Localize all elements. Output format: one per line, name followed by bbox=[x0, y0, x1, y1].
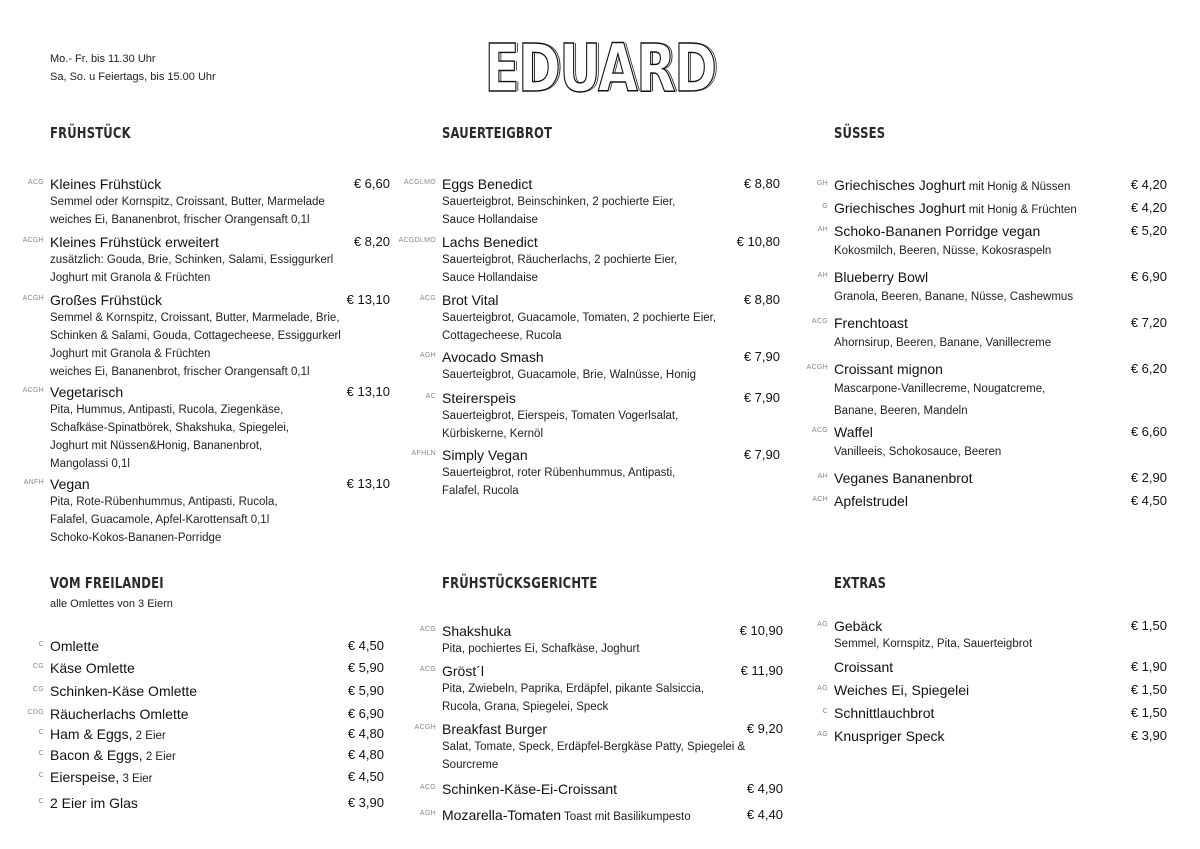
menu-item bbox=[27, 175, 390, 229]
allergen-code: AGH bbox=[419, 352, 436, 359]
item-name: Veganes Bananenbrot bbox=[834, 470, 973, 486]
item-price: € 1,50 bbox=[1130, 618, 1167, 633]
item-name: Bacon & Eggs, 2 Eier bbox=[50, 747, 176, 763]
hours-weekend: Sa, So. u Feiertags, bis 15.00 Uhr bbox=[50, 71, 216, 83]
section-title-gerichte: FRÜHSTÜCKSGERICHTE bbox=[442, 574, 598, 592]
item-price: € 6,60 bbox=[1130, 424, 1167, 439]
item-description: Semmel oder Kornspitz, Croissant, Butter, Marmelade bbox=[50, 196, 325, 208]
menu-item bbox=[32, 682, 384, 700]
item-description: Pita, Hummus, Antipasti, Rucola, Ziegenkäse, bbox=[50, 404, 284, 416]
menu-item bbox=[38, 725, 384, 745]
allergen-code: ANFH bbox=[23, 479, 44, 486]
menu-item bbox=[812, 492, 1167, 510]
allergen-code: C bbox=[38, 729, 44, 736]
item-description: Cottagecheese, Rucola bbox=[442, 330, 562, 342]
item-name: Omlette bbox=[50, 638, 100, 654]
menu-item bbox=[811, 314, 1167, 354]
item-description: Falafel, Rucola bbox=[442, 485, 519, 497]
item-name: Simply Vegan bbox=[442, 447, 528, 463]
hours-weekday: Mo.- Fr. bis 11.30 Uhr bbox=[50, 53, 156, 65]
allergen-code: C bbox=[822, 708, 828, 715]
item-price: € 7,90 bbox=[743, 349, 780, 364]
item-name: Großes Frühstück bbox=[50, 292, 163, 308]
menu-item bbox=[419, 662, 783, 716]
allergen-code: ACG bbox=[419, 666, 436, 673]
item-price: € 6,20 bbox=[1130, 361, 1167, 376]
item-price: € 4,50 bbox=[1130, 493, 1167, 508]
item-name: Kleines Frühstück erweitert bbox=[50, 234, 219, 250]
menu-item bbox=[398, 233, 780, 287]
section-title-freilandei: VOM FREILANDEI bbox=[50, 574, 164, 592]
item-name: Schinken-Käse-Ei-Croissant bbox=[442, 781, 618, 797]
menu-item bbox=[811, 423, 1167, 463]
section-title-fruehstueck: FRÜHSTÜCK bbox=[50, 124, 131, 142]
menu-item bbox=[27, 705, 384, 723]
allergen-code: AG bbox=[817, 731, 828, 738]
item-description: Joghurt mit Granola & Früchten bbox=[50, 348, 211, 360]
item-description: Banane, Beeren, Mandeln bbox=[834, 405, 968, 417]
item-name: Frenchtoast bbox=[834, 315, 908, 331]
item-name-note: mit Honig & Früchten bbox=[965, 204, 1077, 216]
item-description: Kokosmilch, Beeren, Nüsse, Kokosraspeln bbox=[834, 245, 1052, 257]
menu-item bbox=[23, 475, 390, 547]
item-description: weiches Ei, Bananenbrot, frischer Orangensaft 0,1l bbox=[50, 214, 310, 226]
allergen-code: ACGH bbox=[22, 295, 44, 302]
menu-item bbox=[419, 348, 780, 384]
allergen-code: ACGLMO bbox=[403, 179, 436, 186]
menu-item bbox=[38, 746, 384, 766]
item-price: € 11,90 bbox=[740, 663, 783, 678]
item-description: Pita, Zwiebeln, Paprika, Erdäpfel, pikante Salsiccia, bbox=[442, 683, 705, 695]
brand-logo: EDUARD bbox=[484, 30, 716, 107]
allergen-code: AH bbox=[817, 272, 828, 279]
item-name: Kleines Frühstück bbox=[50, 176, 162, 192]
item-description: Sauerteigbrot, Eierspeis, Tomaten Vogerlsalat, bbox=[442, 410, 679, 422]
item-name: Eierspeise, 3 Eier bbox=[50, 769, 153, 785]
menu-item bbox=[817, 469, 1167, 487]
item-name: Avocado Smash bbox=[442, 349, 544, 365]
allergen-code: ACG bbox=[811, 427, 828, 434]
item-description: Sauerteigbrot, roter Rübenhummus, Antipasti, bbox=[442, 467, 676, 479]
item-name-note: 2 Eier bbox=[132, 730, 166, 742]
item-name: Breakfast Burger bbox=[442, 721, 548, 737]
menu-item bbox=[22, 291, 390, 381]
allergen-code: ACGH bbox=[414, 724, 436, 731]
menu-item bbox=[817, 617, 1167, 653]
allergen-code: ACG bbox=[811, 318, 828, 325]
item-price: € 3,90 bbox=[1130, 728, 1167, 743]
item-price: € 8,20 bbox=[353, 234, 390, 249]
item-name: Schoko-Bananen Porridge vegan bbox=[834, 223, 1041, 239]
item-name: Brot Vital bbox=[442, 292, 499, 308]
allergen-code: ACGH bbox=[806, 364, 828, 371]
menu-item bbox=[817, 268, 1167, 308]
item-name: 2 Eier im Glas bbox=[50, 795, 138, 811]
item-price: € 8,80 bbox=[743, 176, 780, 191]
allergen-code: C bbox=[38, 750, 44, 757]
item-name-note: 3 Eier bbox=[119, 773, 153, 785]
item-price: € 5,90 bbox=[347, 660, 384, 675]
item-price: € 8,80 bbox=[743, 292, 780, 307]
item-description: Sauerteigbrot, Guacamole, Tomaten, 2 pochierte Eier, bbox=[442, 312, 717, 324]
item-description: Semmel & Kornspitz, Croissant, Butter, Marmelade, Brie, bbox=[50, 312, 340, 324]
section-title-suesses: SÜSSES bbox=[834, 124, 886, 142]
section-title-extras: EXTRAS bbox=[834, 574, 887, 592]
item-price: € 4,20 bbox=[1130, 200, 1167, 215]
item-name: Käse Omlette bbox=[50, 660, 135, 676]
item-name: Mozarella-Tomaten Toast mit Basilikumpesto bbox=[442, 807, 691, 823]
menu-item bbox=[419, 622, 783, 658]
allergen-code: AC bbox=[425, 393, 436, 400]
item-price: € 6,90 bbox=[1130, 269, 1167, 284]
item-price: € 4,90 bbox=[746, 781, 783, 796]
item-price: € 9,20 bbox=[746, 721, 783, 736]
item-description: Schoko-Kokos-Bananen-Porridge bbox=[50, 532, 222, 544]
item-price: € 6,90 bbox=[347, 706, 384, 721]
item-name: Croissant mignon bbox=[834, 361, 943, 377]
allergen-code: ACGH bbox=[22, 237, 44, 244]
item-description: Ahornsirup, Beeren, Banane, Vanillecreme bbox=[834, 337, 1052, 349]
item-name: Gröst´l bbox=[442, 663, 484, 679]
allergen-code: ACG bbox=[419, 295, 436, 302]
item-description: Granola, Beeren, Banane, Nüsse, Cashewmus bbox=[834, 291, 1074, 303]
item-description: Sauerteigbrot, Guacamole, Brie, Walnüsse, Honig bbox=[442, 369, 696, 381]
allergen-code: AH bbox=[817, 473, 828, 480]
menu-item bbox=[425, 389, 780, 443]
item-price: € 4,50 bbox=[347, 769, 384, 784]
item-description: Pita, pochiertes Ei, Schafkäse, Joghurt bbox=[442, 643, 640, 655]
allergen-code: ACG bbox=[27, 179, 44, 186]
item-price: € 4,40 bbox=[746, 807, 783, 822]
item-name: Vegan bbox=[50, 476, 90, 492]
item-name-note: 2 Eier bbox=[142, 751, 176, 763]
item-name: Steirerspeis bbox=[442, 390, 516, 406]
item-name-note: mit Honig & Nüssen bbox=[965, 181, 1071, 193]
allergen-code: C bbox=[38, 772, 44, 779]
menu-item bbox=[817, 222, 1167, 262]
item-price: € 2,90 bbox=[1130, 470, 1167, 485]
menu-item bbox=[817, 727, 1167, 745]
item-name: Vegetarisch bbox=[50, 384, 124, 400]
menu-item bbox=[822, 199, 1167, 219]
menu-item bbox=[22, 233, 390, 287]
item-description: Mangolassi 0,1l bbox=[50, 458, 130, 470]
item-description: Kürbiskerne, Kernöl bbox=[442, 428, 543, 440]
allergen-code: AFHLN bbox=[411, 450, 436, 457]
allergen-code: C bbox=[38, 641, 44, 648]
item-name: Gebäck bbox=[834, 618, 883, 634]
item-name: Griechisches Joghurt mit Honig & Früchten bbox=[834, 200, 1077, 216]
menu-item bbox=[38, 794, 384, 812]
allergen-code: ACGDLMO bbox=[398, 237, 436, 244]
menu-item bbox=[834, 658, 1167, 676]
item-description: Pita, Rote-Rübenhummus, Antipasti, Rucola, bbox=[50, 496, 278, 508]
menu-item bbox=[817, 681, 1167, 699]
item-price: € 1,90 bbox=[1130, 659, 1167, 674]
menu-item bbox=[419, 291, 780, 345]
item-name: Shakshuka bbox=[442, 623, 512, 639]
item-description: Rucola, Grana, Spiegelei, Speck bbox=[442, 701, 609, 713]
allergen-code: GH bbox=[816, 180, 828, 187]
item-description: Sauerteigbrot, Räucherlachs, 2 pochierte Eier, bbox=[442, 254, 678, 266]
allergen-code: AG bbox=[817, 621, 828, 628]
item-price: € 10,90 bbox=[739, 623, 783, 638]
allergen-code: G bbox=[822, 203, 828, 210]
menu-item bbox=[32, 659, 384, 677]
item-price: € 4,80 bbox=[347, 747, 384, 762]
item-description: Sauce Hollandaise bbox=[442, 272, 538, 284]
item-price: € 7,20 bbox=[1130, 315, 1167, 330]
item-description: Joghurt mit Nüssen&Honig, Bananenbrot, bbox=[50, 440, 263, 452]
item-price: € 7,90 bbox=[743, 390, 780, 405]
item-price: € 13,10 bbox=[346, 292, 390, 307]
item-price: € 4,50 bbox=[347, 638, 384, 653]
item-price: € 5,90 bbox=[347, 683, 384, 698]
item-description: Falafel, Guacamole, Apfel-Karottensaft 0,1l bbox=[50, 514, 270, 526]
menu-item bbox=[403, 175, 780, 229]
menu-item bbox=[38, 768, 384, 788]
menu-item bbox=[419, 806, 783, 826]
menu-item bbox=[411, 446, 780, 500]
item-name: Griechisches Joghurt mit Honig & Nüssen bbox=[834, 177, 1071, 193]
menu-item bbox=[822, 704, 1167, 722]
item-price: € 1,50 bbox=[1130, 682, 1167, 697]
item-price: € 13,10 bbox=[346, 384, 390, 399]
allergen-code: ACH bbox=[812, 496, 828, 503]
item-price: € 4,80 bbox=[347, 726, 384, 741]
section-title-sauerteigbrot: SAUERTEIGBROT bbox=[442, 124, 553, 142]
item-description: Sauerteigbrot, Beinschinken, 2 pochierte Eier, bbox=[442, 196, 676, 208]
item-name: Weiches Ei, Spiegelei bbox=[834, 682, 970, 698]
item-name: Ham & Eggs, 2 Eier bbox=[50, 726, 166, 742]
allergen-code: ACGH bbox=[22, 387, 44, 394]
item-price: € 13,10 bbox=[346, 476, 390, 491]
allergen-code: C bbox=[38, 798, 44, 805]
item-name: Lachs Benedict bbox=[442, 234, 538, 250]
item-description: Semmel, Kornspitz, Pita, Sauerteigbrot bbox=[834, 638, 1033, 650]
item-description: Schafkäse-Spinatbörek, Shakshuka, Spiegelei, bbox=[50, 422, 290, 434]
item-description: zusätzlich: Gouda, Brie, Schinken, Salami, Essiggurkerl bbox=[50, 254, 334, 266]
allergen-code: CG bbox=[32, 686, 44, 693]
menu-item bbox=[816, 176, 1167, 196]
item-name: Räucherlachs Omlette bbox=[50, 706, 189, 722]
menu-item bbox=[414, 720, 783, 774]
allergen-code: AH bbox=[817, 226, 828, 233]
allergen-code: CG bbox=[32, 663, 44, 670]
item-price: € 1,50 bbox=[1130, 705, 1167, 720]
item-price: € 5,20 bbox=[1130, 223, 1167, 238]
item-name-note: Toast mit Basilikumpesto bbox=[561, 811, 691, 823]
item-description: Mascarpone-Vanillecreme, Nougatcreme, bbox=[834, 383, 1046, 395]
item-name: Eggs Benedict bbox=[442, 176, 533, 192]
allergen-code: CDG bbox=[27, 709, 44, 716]
item-price: € 4,20 bbox=[1130, 177, 1167, 192]
item-name: Croissant bbox=[834, 659, 894, 675]
allergen-code: AGH bbox=[419, 810, 436, 817]
item-price: € 3,90 bbox=[347, 795, 384, 810]
item-description: Joghurt mit Granola & Früchten bbox=[50, 272, 211, 284]
item-description: Schinken & Salami, Gouda, Cottagecheese, Essiggurkerl bbox=[50, 330, 341, 342]
item-price: € 7,90 bbox=[743, 447, 780, 462]
item-price: € 10,80 bbox=[736, 234, 780, 249]
item-name: Waffel bbox=[834, 424, 873, 440]
menu-item bbox=[38, 637, 384, 655]
item-description: Salat, Tomate, Speck, Erdäpfel-Bergkäse Patty, Spiegelei & bbox=[442, 741, 746, 753]
allergen-code: ACG bbox=[419, 784, 436, 791]
menu-item bbox=[806, 360, 1167, 422]
item-name: Blueberry Bowl bbox=[834, 269, 929, 285]
menu-item bbox=[22, 383, 390, 473]
item-description: weiches Ei, Bananenbrot, frischer Orangensaft 0,1l bbox=[50, 366, 310, 378]
allergen-code: ACG bbox=[419, 626, 436, 633]
menu-item bbox=[419, 780, 783, 798]
item-name: Schinken-Käse Omlette bbox=[50, 683, 198, 699]
item-description: Sourcreme bbox=[442, 759, 499, 771]
item-description: Sauce Hollandaise bbox=[442, 214, 538, 226]
item-price: € 6,60 bbox=[353, 176, 390, 191]
item-name: Knuspriger Speck bbox=[834, 728, 945, 744]
item-name: Schnittlauchbrot bbox=[834, 705, 935, 721]
section-subtitle-freilandei: alle Omlettes von 3 Eiern bbox=[50, 598, 173, 610]
item-description: Vanilleeis, Schokosauce, Beeren bbox=[834, 446, 1002, 458]
allergen-code: AG bbox=[817, 685, 828, 692]
item-name: Apfelstrudel bbox=[834, 493, 908, 509]
